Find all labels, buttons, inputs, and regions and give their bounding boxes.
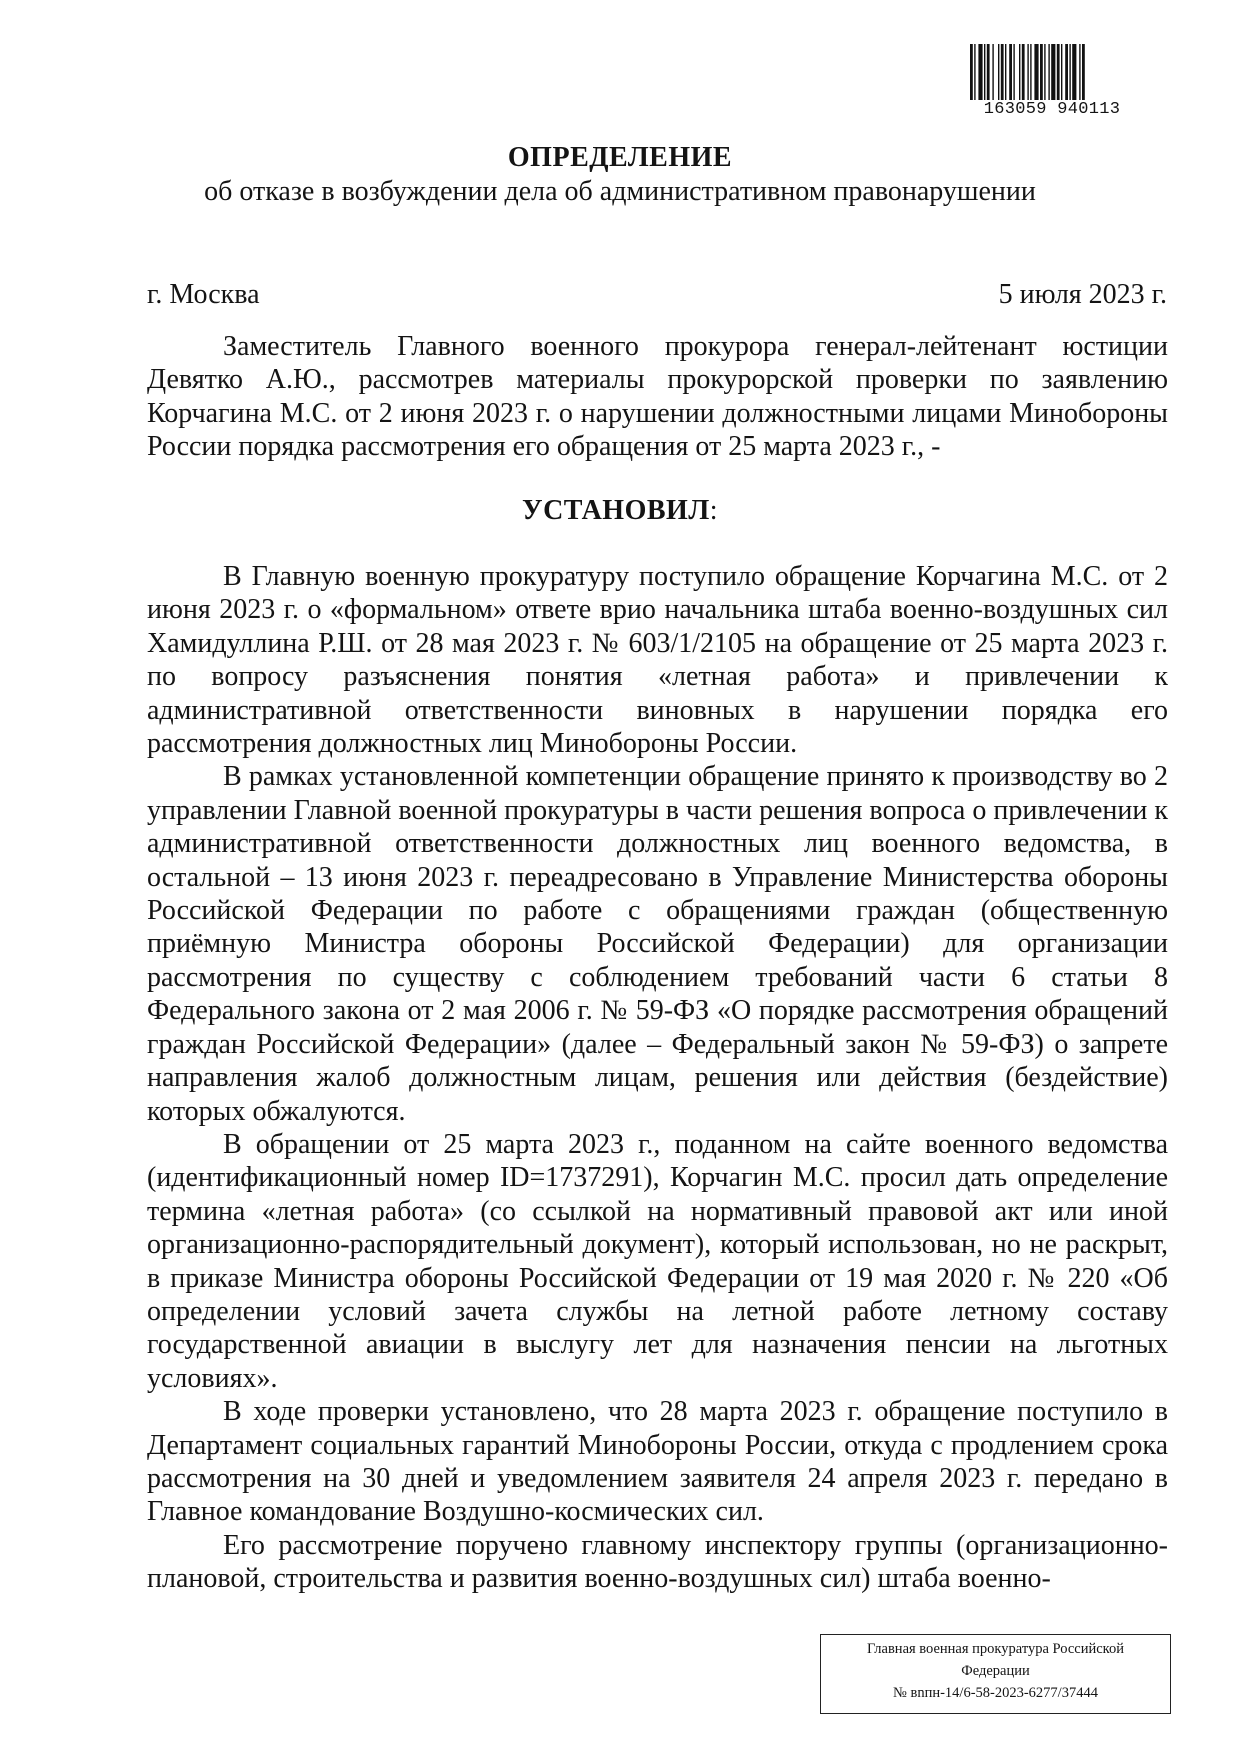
barcode-bar [1061, 44, 1062, 102]
barcode-bar [978, 44, 982, 102]
barcode-bar [1065, 44, 1068, 102]
barcode-bar [1034, 44, 1038, 102]
barcode-bar [1072, 44, 1076, 102]
barcode-bar [1079, 44, 1080, 102]
barcode-bar [1051, 44, 1055, 102]
place: г. Москва [147, 279, 260, 310]
place-date-line [147, 279, 1167, 311]
barcode-bars [968, 44, 1136, 102]
barcode-bar [1001, 44, 1004, 102]
barcode-bar [1040, 44, 1043, 102]
barcode-bar [984, 44, 985, 102]
barcode-bar [1057, 44, 1060, 102]
barcode-bar [970, 44, 973, 102]
barcode-bar [1082, 44, 1085, 102]
barcode-bar [1069, 44, 1070, 102]
barcode-bar [974, 44, 975, 102]
paragraph: В ходе проверки установлено, что 28 марта 2023 г. обращение поступило в Департамент социальных гарантий Минобороны России, откуда с продлением срока рассмотрения на 30 дней и уведомлением заявителя 24 апреля 2023 г. передано в Главное командование Воздушно-космических сил. [147, 1396, 1168, 1528]
barcode [968, 44, 1136, 122]
intro-paragraph: Заместитель Главного военного прокурора генерал-лейтенант юстиции Девятко А.Ю., рассмотрев материалы прокурорской проверки по заявлению Корчагина М.С. от 2 июня 2023 г. о нарушении должностными лицами Минобороны России порядка рассмотрения его обращения от 25 марта 2023 г., - [147, 331, 1168, 463]
barcode-bar [1027, 44, 1028, 102]
intro-block [147, 330, 1168, 464]
stamp-line-1: Главная военная прокуратура Российской [867, 1641, 1124, 1657]
paragraph: В обращении от 25 марта 2023 г., поданном на сайте военного ведомства (идентификационный номер ID=1737291), Корчагин М.С. просил дать определение термина «летная работа» (со ссылкой на нормативный правовой акт или иной организационно-распорядительный документ), который использован, но не раскрыт, в приказе Министра обороны Российской Федерации от 19 мая 2020 г. № 220 «Об определении условий зачета службы на летной работе летному составу государственной авиации в выслугу лет для назначения пенсии на льготных условиях». [147, 1128, 1168, 1394]
body-text [147, 560, 1168, 1596]
barcode-bar [1030, 44, 1031, 102]
section-heading-colon: : [709, 495, 718, 526]
barcode-bar [1005, 44, 1006, 102]
barcode-bar [1009, 44, 1012, 102]
section-heading-text: УСТАНОВИЛ [522, 495, 710, 526]
document-subtitle: об отказе в возбуждении дела об административном правонарушении [204, 176, 1036, 207]
paragraph: Его рассмотрение поручено главному инспектору группы (организационно-плановой, строительства и развития военно-воздушных сил) штаба военно- [147, 1529, 1168, 1595]
barcode-bar [1048, 44, 1049, 102]
barcode-bar [1013, 44, 1014, 102]
registration-stamp [820, 1634, 1171, 1714]
stamp-line-2: Федерации [961, 1663, 1030, 1679]
document-title: ОПРЕДЕЛЕНИЕ [507, 142, 733, 173]
barcode-bar [987, 44, 990, 102]
barcode-bar [1022, 44, 1025, 102]
barcode-bar [1044, 44, 1045, 102]
date: 5 июля 2023 г. [998, 279, 1167, 310]
barcode-bar [992, 44, 993, 102]
barcode-bar [998, 44, 999, 102]
stamp-line-3: № вnпн-14/6-58-2023-6277/37444 [893, 1685, 1098, 1701]
paragraph: В рамках установленной компетенции обращение принято к производству во 2 управлении Главной военной прокуратуры в части решения вопроса о привлечении к административной ответственности должностных лиц военного ведомства, в остальной – 13 июня 2023 г. переадресовано в Управление Министерства обороны Российской Федерации по работе с обращениями граждан (общественную приёмную Министра обороны Российской Федерации) для организации рассмотрения по существу с соблюдением требований части 6 статьи 8 Федерального закона от 2 мая 2006 г. № 59-ФЗ «О порядке рассмотрения обращений граждан Российской Федерации» (далее – Федеральный закон № 59-ФЗ) о запрете направления жалоб должностным лицам, решения или действия (бездействие) которых обжалуются. [147, 761, 1168, 1127]
paragraph: В Главную военную прокуратуру поступило обращение Корчагина М.С. от 2 июня 2023 г. о «формальном» ответе врио начальника штаба военно-воздушных сил Хамидуллина Р.Ш. от 28 мая 2023 г. № 603/1/2105 на обращение от 25 марта 2023 г. по вопросу разъяснения понятия «летная работа» и привлечении к административной ответственности виновных в нарушении порядка его рассмотрения должностных лиц Минобороны России. [147, 561, 1168, 760]
section-heading [0, 495, 1240, 527]
barcode-bar [1019, 44, 1020, 102]
barcode-digits: 163059 940113 [968, 100, 1136, 120]
